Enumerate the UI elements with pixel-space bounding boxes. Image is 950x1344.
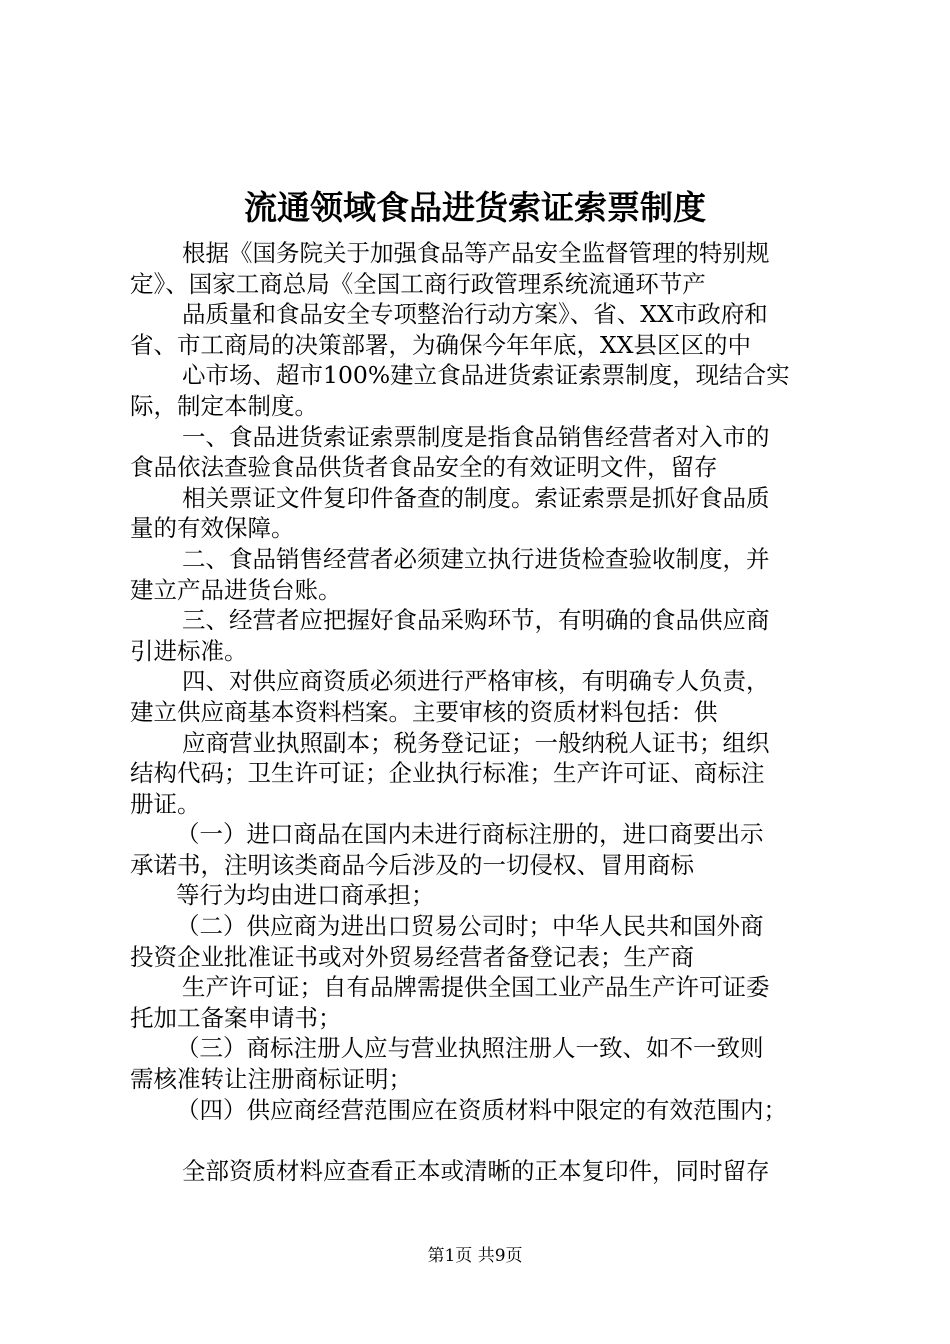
paragraph-line: 心市场、超市100%建立食品进货索证索票制度，现结合实 — [182, 361, 790, 390]
paragraph-line: 托加工备案申请书； — [130, 1003, 342, 1032]
paragraph-line — [130, 1125, 840, 1156]
paragraph-line: 建立供应商基本资料档案。主要审核的资质材料包括：供 — [130, 697, 718, 726]
paragraph-line: 际，制定本制度。 — [130, 391, 318, 420]
paragraph-line: 应商营业执照副本；税务登记证；一般纳税人证书；组织 — [182, 728, 770, 757]
paragraph-line: 一、食品进货索证索票制度是指食品销售经营者对入市的 — [182, 422, 770, 451]
paragraph-line: 生产许可证；自有品牌需提供全国工业产品生产许可证委 — [182, 973, 770, 1002]
document-title: 流通领域食品进货索证索票制度 — [244, 188, 706, 227]
paragraph-line: （四）供应商经营范围应在资质材料中限定的有效范围内； — [176, 1095, 787, 1124]
paragraph-line: 食品依法查验食品供货者食品安全的有效证明文件，留存 — [130, 453, 718, 482]
paragraph-line: 投资企业批准证书或对外贸易经营者备登记表；生产商 — [130, 942, 694, 971]
paragraph-line: （三）商标注册人应与营业执照注册人一致、如不一致则 — [176, 1034, 764, 1063]
paragraph-line: 品质量和食品安全专项整治行动方案》、省、XX市政府和 — [182, 300, 768, 329]
paragraph-line: 引进标准。 — [130, 636, 248, 665]
paragraph-line: 全部资质材料应查看正本或清晰的正本复印件，同时留存 — [182, 1156, 770, 1185]
paragraph-line: 结构代码；卫生许可证；企业执行标准；生产许可证、商标注 — [130, 759, 765, 788]
paragraph-line: 根据《国务院关于加强食品等产品安全监督管理的特别规 — [182, 239, 770, 267]
paragraph-line: 省、市工商局的决策部署，为确保今年年底，XX县区区的中 — [130, 330, 751, 359]
paragraph-line: 量的有效保障。 — [130, 514, 295, 543]
paragraph-line: 建立产品进货台账。 — [130, 575, 342, 604]
paragraph-line: 需核准转让注册商标证明； — [130, 1065, 412, 1094]
paragraph-line: 四、对供应商资质必须进行严格审核，有明确专人负责， — [182, 667, 770, 696]
paragraph-line: 三、经营者应把握好食品采购环节，有明确的食品供应商 — [182, 606, 770, 635]
document-body — [130, 238, 840, 1186]
page-footer: 第1页 共9页 — [427, 1246, 523, 1266]
paragraph-line: 定》、国家工商总局《全国工商行政管理系统流通环节产 — [130, 269, 706, 298]
paragraph-line: 册证。 — [130, 789, 201, 818]
paragraph-line: 相关票证文件复印件备查的制度。索证索票是抓好食品质 — [182, 483, 770, 512]
paragraph-line: 承诺书，注明该类商品今后涉及的一切侵权、冒用商标 — [130, 850, 694, 879]
paragraph-line: （二）供应商为进出口贸易公司时；中华人民共和国外商 — [176, 912, 764, 941]
paragraph-line: （一）进口商品在国内未进行商标注册的，进口商要出示 — [176, 820, 764, 849]
paragraph-line: 等行为均由进口商承担； — [176, 881, 435, 910]
paragraph-line: 二、食品销售经营者必须建立执行进货检查验收制度，并 — [182, 544, 770, 573]
